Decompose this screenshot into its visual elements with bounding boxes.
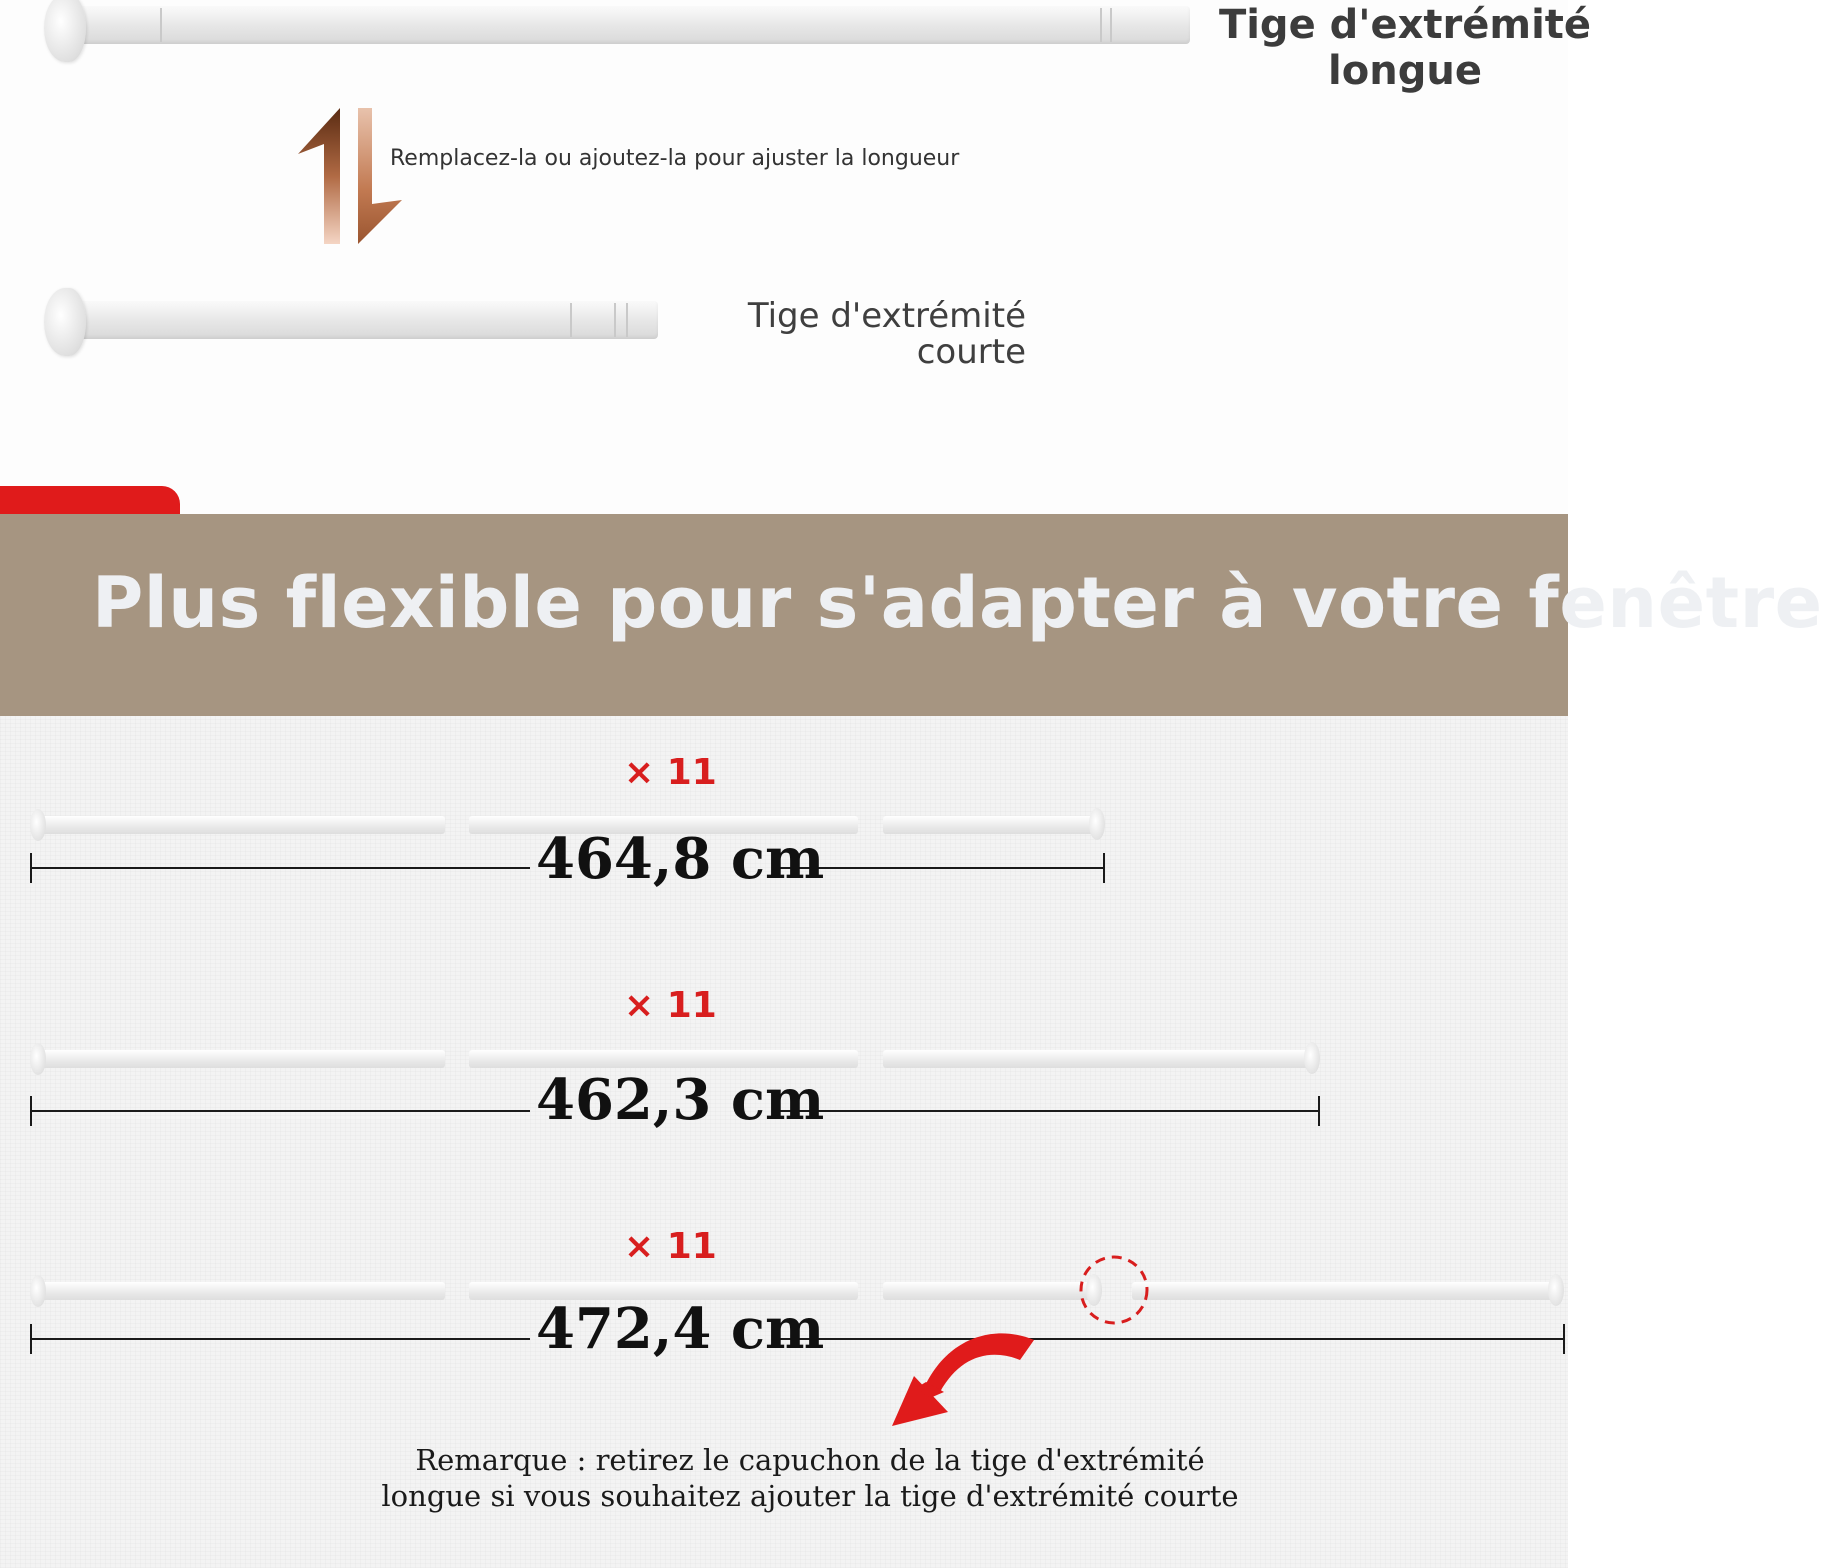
dimension-line xyxy=(30,1110,530,1112)
dimension-line xyxy=(30,867,530,869)
rod-segment xyxy=(469,1050,858,1068)
dimension-line xyxy=(775,1110,1320,1112)
rod-cap xyxy=(1304,1042,1320,1074)
adjust-caption: Remplacez-la ou ajoutez-la pour ajuster la longueur xyxy=(390,146,960,171)
rod-cap xyxy=(1089,808,1105,840)
dimension-tick xyxy=(1318,1096,1320,1126)
quantity-label: × 11 xyxy=(624,752,717,793)
dimension-line xyxy=(30,1338,530,1340)
rod-segment xyxy=(883,816,1095,834)
rod-cap xyxy=(30,809,46,841)
rod-segment xyxy=(40,816,445,834)
rod-segment xyxy=(1132,1282,1556,1300)
banner-title: Plus flexible pour s'adapter à votre fenêtre xyxy=(92,562,1823,644)
dimension-tick xyxy=(30,1096,32,1126)
dimension-tick xyxy=(1563,1324,1565,1354)
swap-arrows-icon xyxy=(296,104,406,248)
quantity-label: × 11 xyxy=(624,985,717,1026)
quantity-label: × 11 xyxy=(624,1226,717,1267)
red-tab xyxy=(0,486,180,516)
length-label: 472,4 cm xyxy=(536,1296,825,1362)
top-section xyxy=(0,0,1592,514)
length-label: 464,8 cm xyxy=(536,826,825,892)
dimension-tick xyxy=(1103,853,1105,883)
rod-cap xyxy=(1548,1274,1564,1306)
dimension-tick xyxy=(30,853,32,883)
dimension-line xyxy=(775,867,1105,869)
rod-cap xyxy=(30,1275,46,1307)
curved-arrow-icon xyxy=(886,1326,1046,1436)
rod-cap xyxy=(30,1043,46,1075)
rod-segment xyxy=(40,1282,445,1300)
note-text: Remarque : retirez le capuchon de la tige d'extrémité longue si vous souhaitez ajouter la tige d'extrémité courte xyxy=(381,1443,1239,1513)
dashed-circle-icon xyxy=(1076,1252,1152,1328)
rod-segment xyxy=(883,1282,1095,1300)
short-rod-label: Tige d'extrémité courte xyxy=(747,296,1026,372)
length-label: 462,3 cm xyxy=(536,1067,825,1133)
long-rod-label: Tige d'extrémité longue xyxy=(1218,2,1592,94)
dimension-tick xyxy=(30,1324,32,1354)
rod-segment xyxy=(883,1050,1311,1068)
rod-segment xyxy=(40,1050,445,1068)
